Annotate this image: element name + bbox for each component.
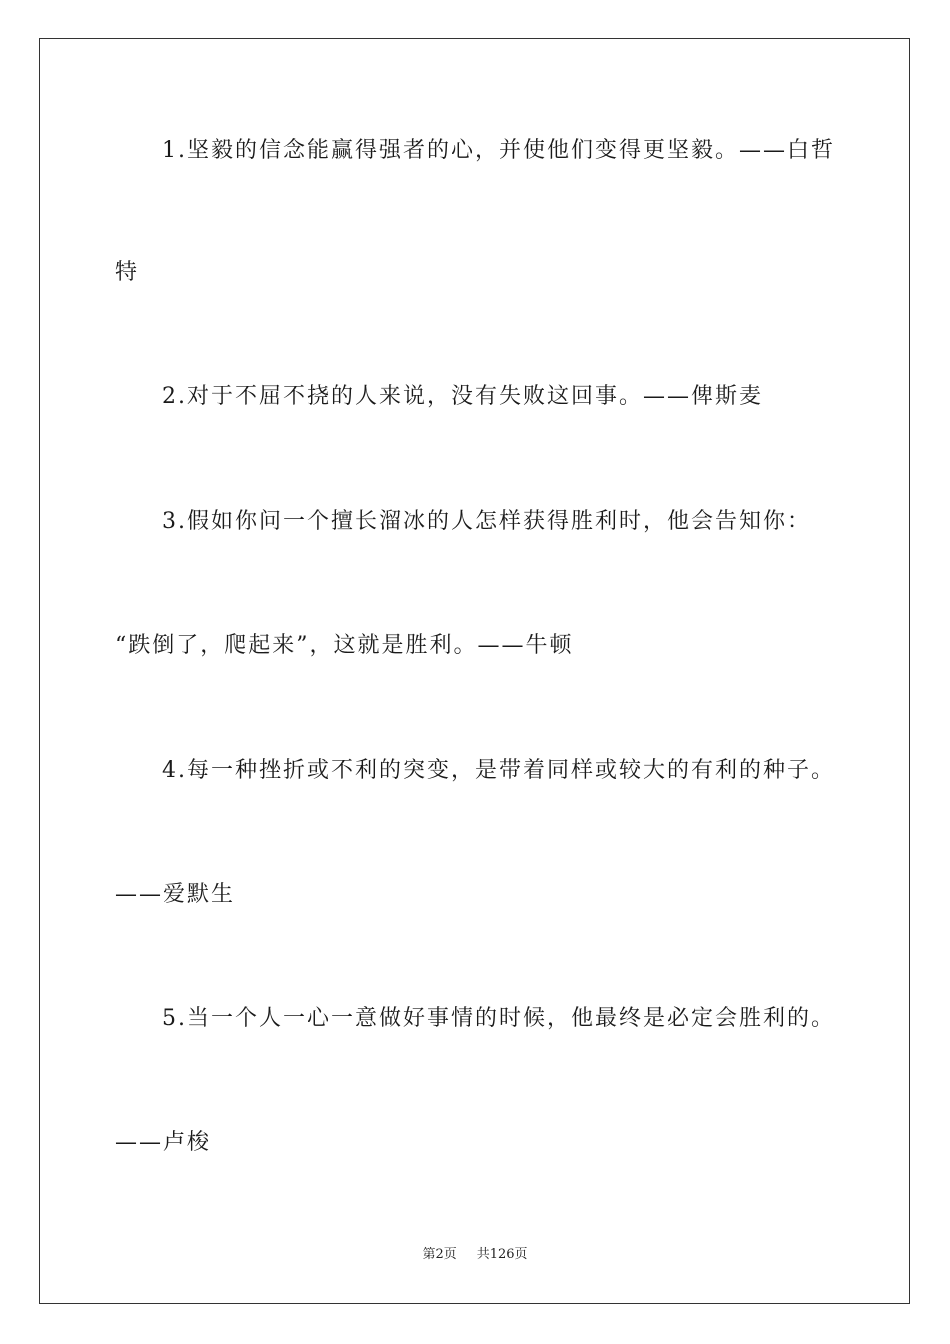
quote-5-line-1: 5.当一个人一心一意做好事情的时候，他最终是必定会胜利的。	[162, 1006, 835, 1031]
quote-1-line-1: 1.坚毅的信念能赢得强者的心，并使他们变得更坚毅。——白哲	[162, 138, 835, 163]
quote-2-line-1: 2.对于不屈不挠的人来说，没有失败这回事。——俾斯麦	[162, 384, 763, 409]
page-footer	[0, 1246, 950, 1264]
page-number: 第2页	[422, 1247, 457, 1262]
quote-4-line-1: 4.每一种挫折或不利的突变，是带着同样或较大的有利的种子。	[162, 758, 835, 783]
quote-5-line-2: ——卢梭	[115, 1130, 212, 1155]
quote-1-line-2: 特	[115, 260, 140, 285]
page-frame	[39, 38, 910, 1304]
quote-3-line-1: 3.假如你问一个擅长溜冰的人怎样获得胜利时，他会告知你：	[162, 509, 811, 534]
quote-3-line-2: “跌倒了，爬起来”，这就是胜利。——牛顿	[115, 633, 574, 658]
total-pages: 共126页	[476, 1247, 528, 1262]
quote-4-line-2: ——爱默生	[115, 882, 236, 907]
